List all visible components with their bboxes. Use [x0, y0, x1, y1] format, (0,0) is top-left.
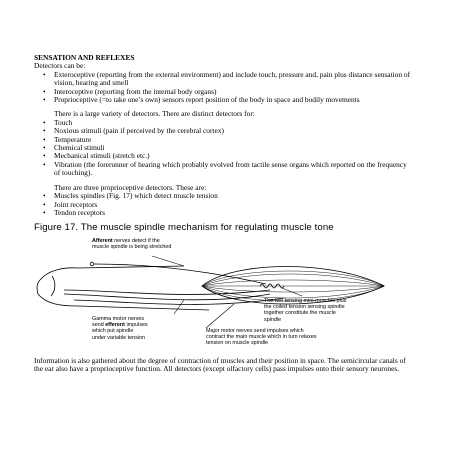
list-item: • Exteroceptive (reporting from the external environment) and include touch, pressure and, pain plus distance sensation of vision, hearing and smell	[34, 71, 414, 88]
variety-paragraph: There is a large variety of detectors. There are distinct detectors for:	[54, 109, 255, 119]
list-item: • Noxious stimuli (pain if perceived by the cerebral cortex)	[34, 127, 414, 135]
gamma-pointer	[174, 300, 184, 314]
proprio-detectors-list	[34, 192, 414, 217]
afferent-nerve-ending	[90, 262, 94, 266]
gamma-line-3: which put spindle	[92, 328, 134, 335]
gamma-annotation	[92, 316, 148, 341]
afferent-rest-2: muscle spindle is being stretched	[92, 244, 172, 251]
gamma-line-4: under variable tension	[92, 334, 146, 341]
distinct-detectors-list	[34, 119, 414, 178]
proprio-paragraph: There are three proprioceptive detectors. These are:	[54, 182, 207, 192]
major-line-2: contract the main muscle which in turn relaxes	[206, 334, 317, 341]
list-item: • Muscles spindles (Fig. 17) which detect muscle tension	[34, 192, 414, 200]
limb-outline-top	[40, 266, 184, 280]
muscle-spindle-figure	[34, 236, 414, 352]
list-item: • Interoceptive (reporting from the internal body organs)	[34, 88, 414, 96]
gamma-line-2-pre: send	[92, 322, 106, 329]
list-item: • Vibration (the forerunner of hearing which probably evolved from tactile sense organs which reported on the frequency of touching).	[34, 161, 414, 178]
list-item: • Tendon receptors	[34, 209, 414, 217]
list-item: • Proprioceptive (=to take one’s own) sensors report position of the body in space and bodily movements	[34, 96, 414, 104]
major-line-3: tension on muscle spindle	[206, 340, 269, 347]
list-item: • Temperature	[34, 136, 414, 144]
afferent-bold-word: Afferent	[92, 238, 113, 244]
list-item: • Chemical stimuli	[34, 144, 414, 152]
afferent-rest-1: nerves detect if the	[112, 238, 160, 244]
figure-title: Figure 17. The muscle spindle mechanism for regulating muscle tone	[34, 222, 334, 233]
section-heading: SENSATION AND REFLEXES	[34, 53, 135, 62]
document-body	[34, 54, 414, 217]
major-line-1: Major motor nerves send impulses which	[206, 328, 304, 334]
intro-text: Detectors can be:	[34, 61, 86, 71]
tensing-line-1: The two tensing mini-muscles plus	[264, 298, 347, 304]
major-pointer	[206, 304, 234, 328]
tensing-line-3: together constitute the muscle	[264, 310, 336, 317]
list-item: • Touch	[34, 119, 414, 127]
major-annotation	[206, 328, 317, 347]
gamma-line-1: Gamma motor nerves	[92, 316, 145, 322]
list-item: • Mechanical stimuli (stretch etc.)	[34, 152, 414, 160]
detector-types-list	[34, 71, 414, 105]
afferent-pointer	[152, 256, 184, 266]
tensing-annotation	[264, 298, 346, 323]
list-item: • Joint receptors	[34, 201, 414, 209]
footer-paragraph: Information is also gathered about the degree of contraction of muscles and their position in space. The semicircular canals of the ear also have a proprioceptive function. All detectors (except olfactory cells) pass impulses onto their sensory neurones.	[34, 356, 406, 374]
limb-outline-end	[37, 280, 40, 294]
gamma-line-2-post: impulses	[124, 322, 148, 329]
tensing-line-2: the coiled tension sensing spindle	[264, 304, 345, 311]
gamma-line-2-bold: efferent	[105, 322, 125, 329]
afferent-annotation	[92, 238, 171, 250]
tensing-line-4: spindle	[264, 316, 282, 323]
limb-joint-line	[51, 276, 55, 296]
